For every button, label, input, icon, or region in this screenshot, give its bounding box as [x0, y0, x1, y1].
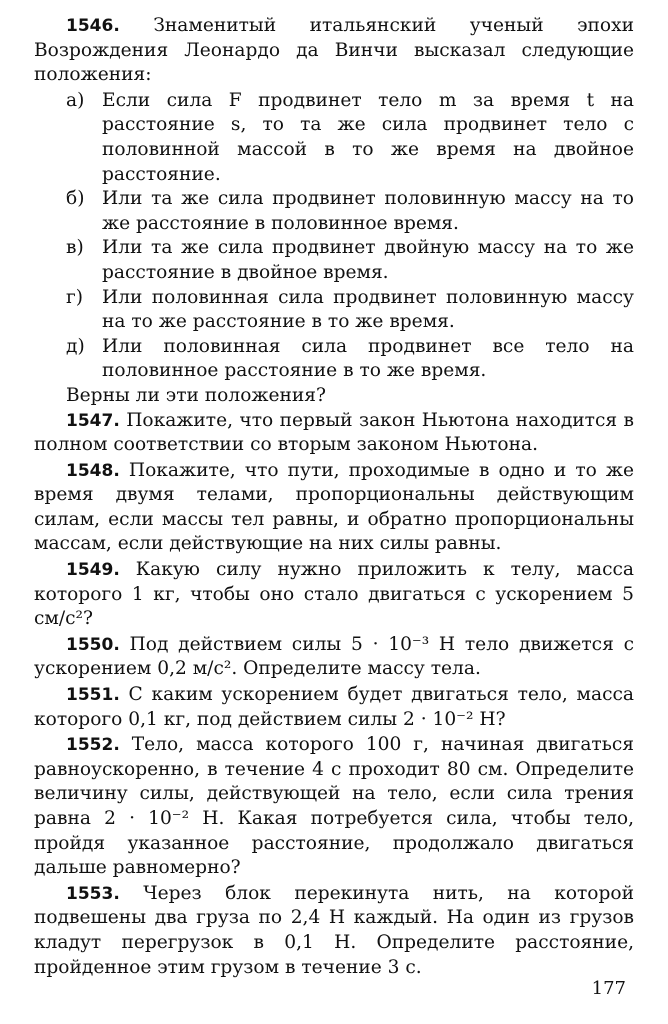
- problem-text: Знаменитый итальянский ученый эпохи Возрождения Леонардо да Винчи высказал следующие положения:: [34, 15, 634, 86]
- item-mark: в): [66, 237, 84, 259]
- item-text: Или та же сила продвинет двойную массу на то же расстояние в двойное время.: [102, 237, 634, 283]
- textbook-page: [34, 14, 634, 981]
- problem-number: 1553.: [66, 883, 120, 904]
- problem-text: С каким ускорением будет двигаться тело, масса которого 0,1 кг, под действием силы 2 · 10⁻² Н?: [34, 684, 634, 730]
- item-mark: б): [66, 188, 85, 210]
- page-number: 177: [591, 978, 626, 999]
- problem-1550: [34, 633, 634, 682]
- statement-list: [34, 89, 634, 384]
- item-mark: г): [66, 286, 83, 308]
- problem-text: Через блок перекинута нить, на которой подвешены два груза по 2,4 Н каждый. На один из грузов кладут перегрузок в 0,1 Н. Определите расстояние, пройденное этим грузом в течение 3 с.: [34, 882, 634, 978]
- problem-number: 1551.: [66, 685, 120, 706]
- problem-text: Какую силу нужно приложить к телу, масса которого 1 кг, чтобы оно стало двигаться с ускорением 5 см/с²?: [34, 559, 634, 630]
- problem-text: Тело, масса которого 100 г, начиная двигаться равноускоренно, в течение 4 с проходит 80 см. Определите величину силы, действующей на тело, если сила трения равна 2 · 10⁻² Н. Какая потребуется сила, чтобы тело, пройдя указанное расстояние, продолжало двигаться дальше равномерно?: [34, 734, 634, 879]
- item-text: Или та же сила продвинет половинную массу на то же расстояние в половинное время.: [102, 188, 634, 234]
- problem-1551: [34, 683, 634, 732]
- problem-1546: [34, 14, 634, 88]
- item-mark: а): [66, 89, 85, 111]
- item-text: Или половинная сила продвинет половинную массу на то же расстояние в то же время.: [102, 286, 634, 333]
- problem-text: Под действием силы 5 · 10⁻³ Н тело движется с ускорением 0,2 м/с². Определите массу тела.: [34, 633, 634, 680]
- item-text: Или половинная сила продвинет все тело на половинное расстояние в то же время.: [102, 335, 634, 382]
- problem-number: 1548.: [66, 460, 120, 481]
- problem-1547: [34, 409, 634, 458]
- item-text: Если сила F продвинет тело m за время t на расстояние s, то та же сила продвинет тело с половинной массой в то же время на двойное расстояние.: [102, 89, 634, 185]
- problem-number: 1550.: [66, 634, 120, 655]
- problem-number: 1549.: [66, 560, 120, 581]
- list-item: [34, 236, 634, 285]
- problem-text: Покажите, что пути, проходимые в одно и то же время двумя телами, пропорциональны действующим силам, если массы тел равны, и обратно пропорциональны массам, если действующие на них силы равны.: [34, 459, 634, 555]
- problem-1548: [34, 459, 634, 557]
- problem-1549: [34, 558, 634, 632]
- problem-text: Покажите, что первый закон Ньютона находится в полном соответствии со вторым законом Ньютона.: [34, 409, 634, 456]
- list-item: [34, 286, 634, 335]
- list-item: [34, 187, 634, 236]
- problem-1552: [34, 733, 634, 881]
- problem-number: 1547.: [66, 410, 120, 431]
- problem-number: 1546.: [66, 16, 120, 36]
- item-mark: д): [66, 335, 85, 357]
- problem-question: Верны ли эти положения?: [66, 384, 326, 406]
- problem-1553: [34, 882, 634, 980]
- list-item: [34, 89, 634, 187]
- list-item: [34, 335, 634, 384]
- problem-number: 1552.: [66, 735, 120, 756]
